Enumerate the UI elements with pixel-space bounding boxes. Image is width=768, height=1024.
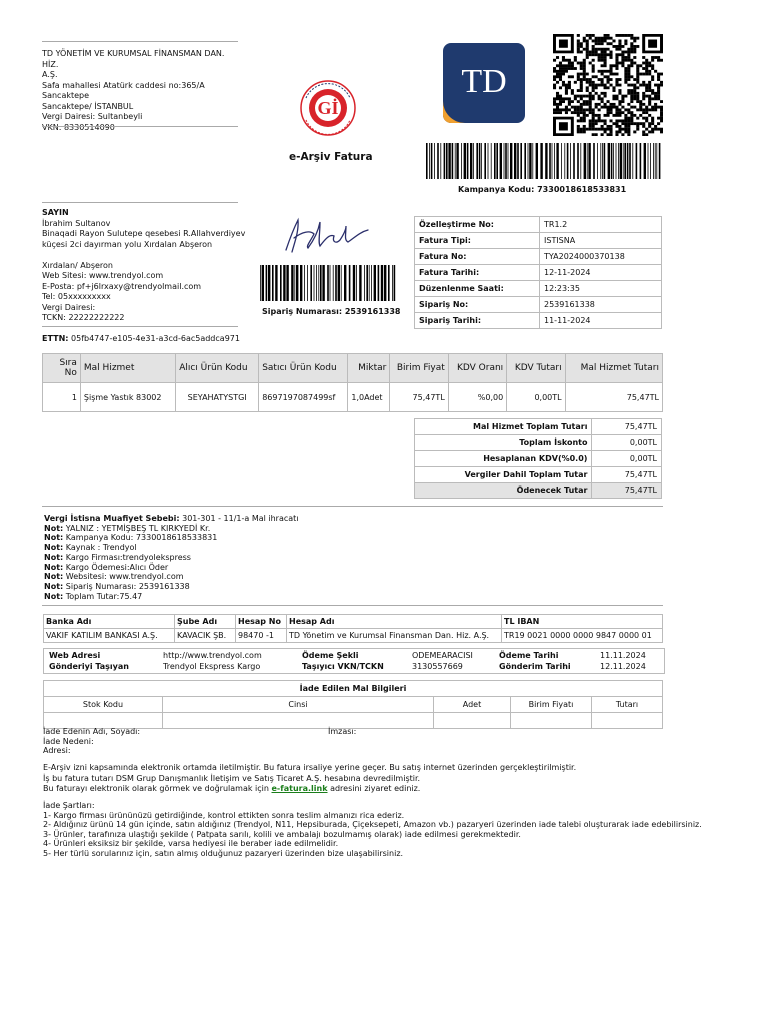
- col-header: KDV Oranı: [448, 354, 506, 383]
- condition-item: 4- Ürünleri eksiksiz bir şekilde, varsa hediyesi ile beraber iade edilmelidir.: [43, 839, 339, 848]
- cell: 75,47TL: [565, 383, 662, 412]
- totals-table: [414, 418, 662, 499]
- shipping-row: [49, 650, 661, 661]
- info-value: ISTISNA: [540, 233, 662, 249]
- buyer-line: Vergi Dairesi:: [42, 302, 96, 312]
- return-conditions-title: İade Şartları:: [43, 801, 95, 810]
- returns-table: [43, 680, 663, 729]
- info-value: 11-11-2024: [540, 313, 662, 329]
- info-row: [415, 313, 662, 329]
- info-value: TR1.2: [540, 217, 662, 233]
- col-header: Satıcı Ürün Kodu: [259, 354, 348, 383]
- efatura-link[interactable]: e-fatura.link: [271, 784, 328, 793]
- shipping-value: 3130557669: [412, 662, 463, 671]
- note-line: [44, 572, 644, 582]
- shipping-key: Ödeme Tarihi: [499, 651, 559, 660]
- info-key: Fatura No:: [415, 249, 540, 265]
- ettn-value: 05fb4747-e105-4e31-a3cd-6ac5addca971: [71, 334, 240, 343]
- barcode-order: [260, 265, 396, 301]
- exemption-value: 301-301 - 11/1-a Mal ihracatı: [179, 514, 299, 523]
- return-conditions: [43, 801, 703, 858]
- note-label: Not:: [44, 533, 64, 543]
- buyer-line: küçesi 2ci dayırman yolu Xırdalan Abşeron: [42, 239, 213, 249]
- shipping-key: Gönderiyi Taşıyan: [49, 662, 129, 671]
- note-text: Kampanya Kodu: 7330018618533831: [63, 533, 218, 543]
- legal-text-part: adresini ziyaret ediniz.: [327, 784, 421, 793]
- cell: 1,0Adet: [348, 383, 390, 412]
- invoice-info-table: [414, 216, 662, 329]
- seller-line: Vergi Dairesi: Sultanbeyli: [42, 112, 143, 121]
- info-key: Fatura Tipi:: [415, 233, 540, 249]
- svg-text:Gİ: Gİ: [317, 98, 339, 118]
- cell: 1: [43, 383, 81, 412]
- note-label: Not:: [44, 591, 64, 601]
- shipping-key: Taşıyıcı VKN/TCKN: [302, 662, 384, 671]
- returns-title-row: [44, 681, 663, 697]
- col-header: KDV Tutarı: [507, 354, 565, 383]
- shipping-value: 12.11.2024: [600, 662, 646, 671]
- bank-col-header: Banka Adı: [44, 615, 175, 629]
- bank-header: [44, 615, 663, 629]
- condition-item: 1- Kargo firması ürününüzü getirdiğinde, kontrol ettikten sonra teslim almanızı rica ederiz.: [43, 810, 405, 820]
- seller-line: Safa mahallesi Atatürk caddesi no:365/A: [42, 80, 205, 90]
- ettn-label: ETTN:: [42, 334, 69, 343]
- legal-text: [43, 763, 683, 795]
- seller-line: Sancaktepe/ İSTANBUL: [42, 101, 134, 111]
- return-name-label: İade Edenin Adı, Soyadı:: [43, 727, 141, 736]
- info-value: 2539161338: [540, 297, 662, 313]
- total-row: [415, 451, 662, 467]
- divider: [42, 126, 238, 127]
- note-label: Not:: [44, 543, 64, 553]
- notes-section: [44, 514, 644, 601]
- total-row: [415, 467, 662, 483]
- shipping-grid: [49, 650, 661, 672]
- returns-col-header: Adet: [434, 697, 511, 713]
- gib-logo: [290, 76, 366, 136]
- divider: [42, 605, 663, 606]
- bank-cell: TD Yönetim ve Kurumsal Finansman Dan. Hiz. A.Ş.: [287, 629, 502, 643]
- total-key: Mal Hizmet Toplam Tutarı: [415, 419, 592, 435]
- legal-line: E-Arşiv izni kapsamında elektronik ortamda iletilmiştir. Bu fatura irsaliye yerine geçer. Bu satış internet üzerinden gerçekleştirilmiştir.: [43, 763, 577, 772]
- returns-col-header: Cinsi: [163, 697, 434, 713]
- note-line: [44, 543, 644, 553]
- col-header: Mal Hizmet Tutarı: [565, 354, 662, 383]
- note-text: Kargo Ödemesi:Alıcı Öder: [63, 562, 169, 572]
- exemption-label: Vergi İstisna Muafiyet Sebebi:: [44, 514, 180, 523]
- info-key: Sipariş No:: [415, 297, 540, 313]
- buyer-line: E-Posta: pf+j6lrxaxy@trendyolmail.com: [42, 281, 202, 291]
- info-row: [415, 281, 662, 297]
- note-label: Not:: [44, 552, 64, 562]
- bank-col-header: Hesap Adı: [287, 615, 502, 629]
- total-row: [415, 419, 662, 435]
- order-number-label: Sipariş Numarası: 2539161338: [262, 307, 401, 316]
- note-label: Not:: [44, 581, 64, 591]
- condition-item: 2- Aldığınız ürünü 14 gün içinde, satın aldığınız (Trendyol, N11, Hepsiburada, Çiçeksepeti, Amazon vb.) pazaryeri üzerinden iade talebi oluşturarak iade edebilirsiniz.: [43, 820, 702, 829]
- bank-row: [44, 629, 663, 643]
- shipping-key: Web Adresi: [49, 651, 101, 660]
- seller-info: [42, 49, 242, 133]
- shipping-info: [43, 648, 665, 674]
- note-label: Not:: [44, 572, 64, 582]
- note-line: [44, 533, 644, 543]
- shipping-value: ODEMEARACISI: [412, 651, 473, 660]
- return-signature-label: İmzası:: [328, 727, 357, 736]
- info-value: TYA2024000370138: [540, 249, 662, 265]
- returns-col-header: Birim Fiyatı: [511, 697, 592, 713]
- buyer-line: Binaqadi Rayon Sulutepe qesebesi R.Allahverdiyev: [42, 229, 246, 238]
- seller-line: A.Ş.: [42, 70, 58, 79]
- info-row: [415, 265, 662, 281]
- note-line: [44, 582, 644, 592]
- total-value: 75,47TL: [592, 483, 662, 499]
- total-value: 75,47TL: [592, 419, 662, 435]
- return-form-row: [43, 727, 643, 737]
- buyer-line: [42, 250, 262, 261]
- info-key: Fatura Tarihi:: [415, 265, 540, 281]
- info-key: Düzenlenme Saati:: [415, 281, 540, 297]
- total-value: 0,00TL: [592, 451, 662, 467]
- seller-line: Sancaktepe: [42, 91, 90, 100]
- buyer-heading: SAYIN: [42, 208, 69, 217]
- campaign-code: Kampanya Kodu: 7330018618533831: [458, 185, 627, 194]
- shipping-key: Ödeme Şekli: [302, 651, 359, 660]
- seller-line: TD YÖNETİM VE KURUMSAL FİNANSMAN DAN. HİZ.: [42, 49, 225, 69]
- total-key: Toplam İskonto: [415, 435, 592, 451]
- td-logo-text: TD: [461, 63, 507, 100]
- cell: Şişme Yastık 83002: [80, 383, 175, 412]
- td-logo: [443, 43, 525, 123]
- buyer-line: İbrahim Sultanov: [42, 218, 111, 228]
- barcode-campaign: [426, 143, 662, 179]
- info-value: 12-11-2024: [540, 265, 662, 281]
- cell: 8697197087499sf: [259, 383, 348, 412]
- bank-table: [43, 614, 663, 643]
- cell: %0,00: [448, 383, 506, 412]
- note-text: YALNIZ : YETMİŞBEŞ TL KIRKYEDİ Kr.: [63, 523, 211, 533]
- note-text: Kaynak : Trendyol: [63, 543, 137, 553]
- bank-cell: KAVACIK ŞB.: [175, 629, 236, 643]
- note-line: [44, 563, 644, 573]
- cell: 75,47TL: [390, 383, 448, 412]
- shipping-key: Gönderim Tarihi: [499, 662, 571, 671]
- divider: [42, 326, 238, 327]
- note-text: Sipariş Numarası: 2539161338: [63, 581, 190, 591]
- ettn: [42, 334, 240, 343]
- note-text: Kargo Firması:trendyolekspress: [63, 552, 191, 562]
- legal-line: İş bu fatura tutarı DSM Grup Danışmanlık İletişim ve Satış Ticaret A.Ş. hesabına devredilmiştir.: [43, 773, 421, 783]
- items-table: [42, 353, 663, 412]
- exemption: [44, 514, 644, 524]
- info-row: [415, 217, 662, 233]
- buyer-line: Web Sitesi: www.trendyol.com: [42, 271, 164, 280]
- total-value: 75,47TL: [592, 467, 662, 483]
- returns-col-header: Stok Kodu: [44, 697, 163, 713]
- bank-col-header: Hesap No: [236, 615, 287, 629]
- col-header: Miktar: [348, 354, 390, 383]
- col-header: Sıra No: [43, 354, 81, 383]
- table-row: [43, 383, 663, 412]
- returns-header: [44, 697, 663, 713]
- returns-title: İade Edilen Mal Bilgileri: [44, 681, 663, 697]
- note-line: [44, 592, 644, 602]
- items-header: [43, 354, 663, 383]
- total-row: [415, 483, 662, 499]
- col-header: Alıcı Ürün Kodu: [176, 354, 259, 383]
- returns-col-header: Tutarı: [592, 697, 663, 713]
- buyer-info: [42, 208, 262, 324]
- condition-item: 5- Her türlü sorularınız için, satın almış olduğunuz pazaryeri üzerinden bize ulaşabilirsiniz.: [43, 848, 404, 858]
- document-title: e-Arşiv Fatura: [289, 151, 373, 163]
- buyer-line: Xırdalan/ Abşeron: [42, 260, 113, 270]
- total-value: 0,00TL: [592, 435, 662, 451]
- shipping-value: Trendyol Ekspress Kargo: [163, 662, 261, 671]
- info-value: 12:23:35: [540, 281, 662, 297]
- return-reason-label: İade Nedeni:: [43, 736, 94, 746]
- divider: [42, 41, 238, 42]
- shipping-value: 11.11.2024: [600, 651, 646, 660]
- buyer-line: Tel: 05xxxxxxxxx: [42, 292, 111, 301]
- note-text: Websitesi: www.trendyol.com: [63, 572, 184, 582]
- legal-line: [43, 784, 683, 795]
- bank-cell: TR19 0021 0000 0000 9847 0000 01: [502, 629, 663, 643]
- note-label: Not:: [44, 523, 64, 533]
- total-key: Hesaplanan KDV(%0.0): [415, 451, 592, 467]
- bank-cell: VAKIF KATILIM BANKASI A.Ş.: [44, 629, 175, 643]
- note-label: Not:: [44, 562, 64, 572]
- total-key: Ödenecek Tutar: [415, 483, 592, 499]
- condition-item: 3- Ürünler, tarafınıza ulaştığı şekilde ( Patpata sarılı, kolili ve ambalajı bozulmamış olarak) iade edilmesi gerekmektedir.: [43, 829, 521, 839]
- bank-col-header: Şube Adı: [175, 615, 236, 629]
- shipping-row: [49, 661, 661, 672]
- legal-text-part: Bu faturayı elektronik olarak görmek ve doğrulamak için: [43, 784, 272, 793]
- cell: SEYAHATYSTGI: [176, 383, 259, 412]
- info-row: [415, 249, 662, 265]
- info-row: [415, 233, 662, 249]
- total-key: Vergiler Dahil Toplam Tutar: [415, 467, 592, 483]
- seller-line: VKN: 8330514090: [42, 122, 115, 132]
- divider: [42, 202, 238, 203]
- info-row: [415, 297, 662, 313]
- divider: [42, 506, 663, 507]
- cell: 0,00TL: [507, 383, 565, 412]
- info-key: Özelleştirme No:: [415, 217, 540, 233]
- note-text: Toplam Tutar:75.47: [63, 591, 143, 601]
- note-line: [44, 524, 644, 534]
- info-key: Sipariş Tarihi:: [415, 313, 540, 329]
- signature-image: [280, 208, 376, 258]
- return-form: [43, 727, 643, 756]
- note-line: [44, 553, 644, 563]
- return-address-label: Adresi:: [43, 746, 71, 756]
- col-header: Birim Fiyat: [390, 354, 448, 383]
- total-row: [415, 435, 662, 451]
- bank-cell: 98470 -1: [236, 629, 287, 643]
- bank-col-header: TL IBAN: [502, 615, 663, 629]
- buyer-line: TCKN: 22222222222: [42, 313, 125, 322]
- col-header: Mal Hizmet: [80, 354, 175, 383]
- shipping-value: http://www.trendyol.com: [163, 651, 262, 660]
- qr-code: [553, 34, 663, 136]
